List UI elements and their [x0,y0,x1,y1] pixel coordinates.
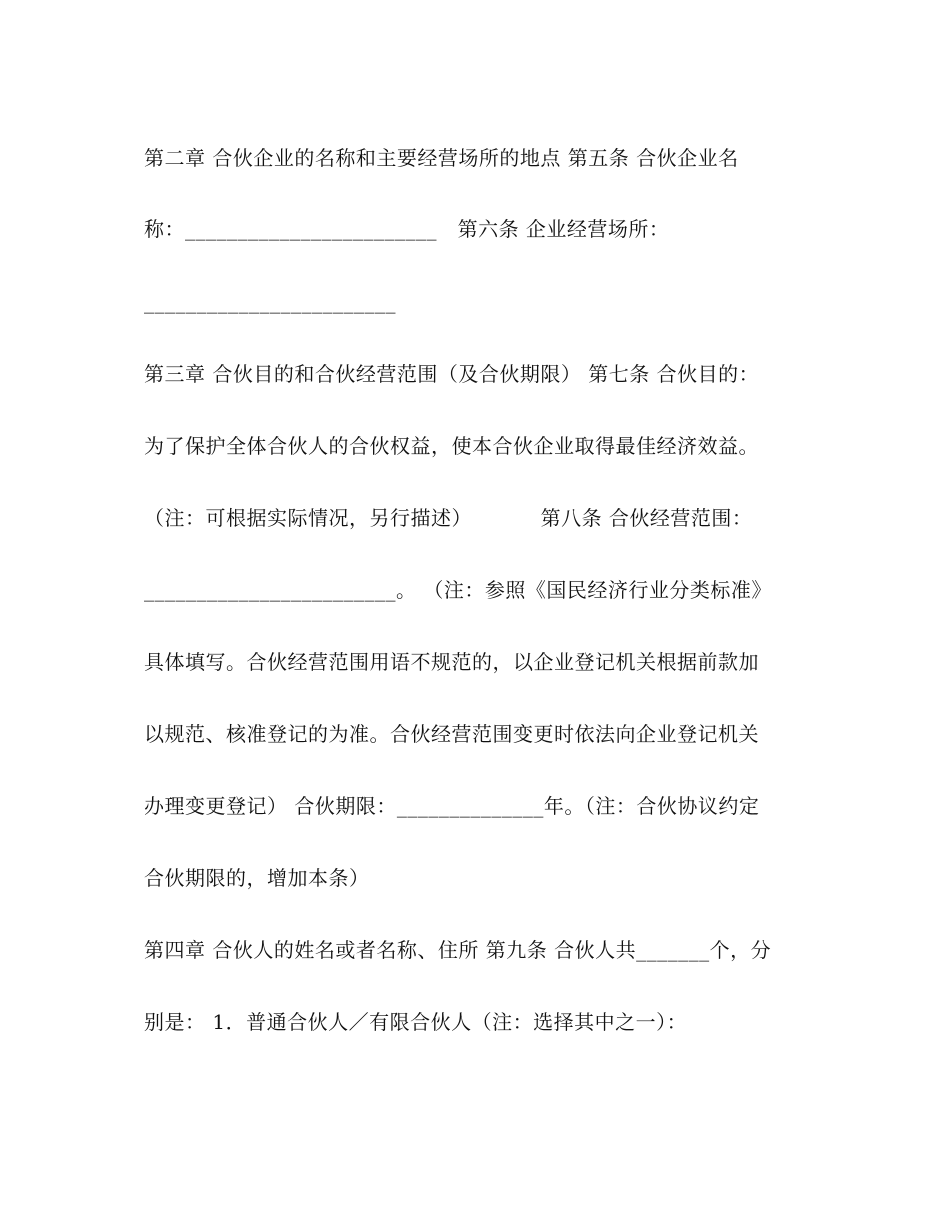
text-line: 以规范、核准登记的为准。合伙经营范围变更时依法向企业登记机关 [144,722,759,746]
text-line: 为了保护全体合伙人的合伙权益，使本合伙企业取得最佳经济效益。 [144,434,759,458]
text-line: 合伙期限的，增加本条） [144,866,370,890]
text-line: ________________________。 （注：参照《国民经济行业分类标准》 [144,578,772,602]
text-line: 第二章 合伙企业的名称和主要经营场所的地点 第五条 合伙企业名 [144,146,739,170]
text-line: 称：________________________ 第六条 企业经营场所： [144,217,670,241]
text-line: 第四章 合伙人的姓名或者名称、住所 第九条 合伙人共_______个，分 [144,938,772,962]
text-line: 办理变更登记） 合伙期限：______________年。（注：合伙协议约定 [144,794,760,818]
text-line: 具体填写。合伙经营范围用语不规范的，以企业登记机关根据前款加 [144,650,759,674]
text-line: 第三章 合伙目的和合伙经营范围（及合伙期限） 第七条 合伙目的： [144,362,760,386]
text-line: ________________________ [144,290,396,314]
text-line: 别是： 1．普通合伙人／有限合伙人（注：选择其中之一）： [144,1010,688,1034]
text-line: （注：可根据实际情况，另行描述） 第八条 合伙经营范围： [144,506,753,530]
